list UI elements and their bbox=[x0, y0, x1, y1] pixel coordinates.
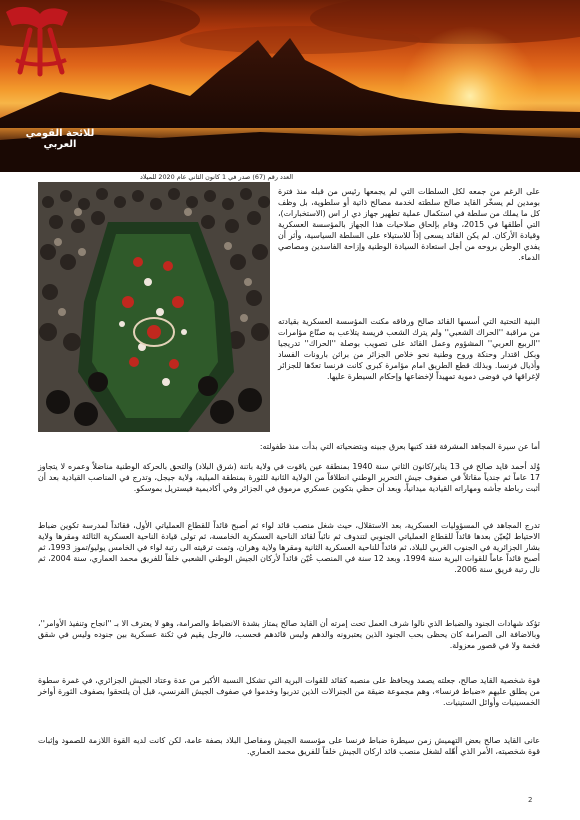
page-number: 2 bbox=[528, 796, 533, 804]
paragraph-7: قوة شخصية القايد صالح، جعلته يصمد ويحافظ على منصبه كقائد للقوات البرية التي تشكل النسبة الأكبر من عدة وعتاد الجيش الجزائري، في غمرة سطوة من يطلق عليهم «ضباط فرنسا»، وهم مجموعة ضيقة من الجنرالات الذين تدربوا وخدموا في صفوف الجيش الفرنسي، قبل أن يلتحقوا بصفوف الثورة أواخر الخمسينيات وأوائل الستينيات. bbox=[38, 676, 540, 707]
funeral-crowd-image bbox=[38, 182, 270, 432]
paragraph-5: تدرج المجاهد في المسؤوليات العسكرية، بعد الاستقلال، حيث شغل منصب قائد لواء ثم أصبح قائداً للقطاع العملياتي الأول، فقائداً لمدرسة تكوين ضباط الاحتياط ليُعيّن بعدها قائداً للقطاع العملياتي الجنوبي لتندوف ثم نائباً لقائد الناحية العسكرية الخامسة، ثم تولى قيادة الناحية العسكرية الثالثة ومقرها ولاية بشار الجزائرية في الجنوب الغربي للبلاد، ثم قائداً للناحية العسكرية الثانية ومقرها ولاية وهران، وتمت ترقيته الى رتبة لواء في الخامس يوليو/تموز 1993، ثم أصبح قائداً عاماً للقوات البرية سنة 1994، وبعد 12 سنة في المنصب عُيّن قائداً لأركان الجيش الوطني الشعبي خلفاً للفريق محمد العماري، سنة 2004، ثم نال رتبة فريق سنة 2006. bbox=[38, 521, 540, 574]
paragraph-3: أما عن سيرة المجاهد المشرفة فقد كتبها بعرق جبينه وبتضحياته التي بدأت منذ طفولته: bbox=[259, 442, 540, 451]
organization-logo bbox=[0, 0, 82, 90]
paragraph-6: تؤكد شهادات الجنود والضباط الذي نالوا شرف العمل تحت إمرته أن القايد صالح يمتاز بشدة الانضباط والصرامة، وهو لا يعترف الا بـ ''انجاح وتنفيذ الأوامر''، وبالاضافة الى الصرامة كان يحظى بحب الجنود الذين يعتبرونه والدهم وليس قائدهم فحسب، فالرجل يقيم في ثكنة عسكرية بين جنوده وليس في شقق فخمة ولا في قصور معزولة. bbox=[38, 619, 540, 650]
paragraph-4: وُلد أحمد قايد صالح في 13 يناير/كانون الثاني سنة 1940 بمنطقة عين ياقوت في ولاية باتنة (شرق البلاد) والتحق بالحركة الوطنية مناضلاً وعمره لا يتجاوز 17 عاماً ثم جندياً مقاتلاً في صفوف جيش التحرير الوطني انطلاقاً من الولاية الثانية للثورة بمنطقة الميلية، ولاية جيجل، وتدرج في المناصب القيادية بعد أن أثبت رباطة جأشه ومهاراته القيادية ميدانياً، وبعد أن حظي بتكوين عسكري مرموق في الجزائر وفي أكاديمية فيستريل بموسكو. bbox=[38, 462, 541, 493]
paragraph-2: البنية التحتية التي أسسها القائد صالح ورفاقه مكنت المؤسسة العسكرية بقيادته من مراقبة ''الحراك الشعبي'' ولم يترك الشعب فريسة يتلاعب به صنّاع مؤامرات ''الربيع العربي'' المشؤوم وعمل القائد على تصويب بوصلة ''الحراك'' تدريجيا وبكل اقتدار وحنكة وروح وطنية نحو خلاص الجزائر من براثن بارونات الفساد وأذيال فرنسا. وبذلك قطع الطريق امام مؤامرة كبرى كانت فرنسا تعدّها للجزائر لإغراقها في فوضى دموية تمهيداً لإخضاعها وإحكام السيطرة عليها. bbox=[278, 317, 540, 381]
paragraph-8: عانى القايد صالح بعض التهميش زمن سيطرة ضباط فرنسا على مؤسسة الجيش ومفاصل البلاد بصفة عامة، لكن كانت لديه القوة اللازمة للصمود وإثبات قوة شخصيته، الأمر الذي أهّله لشغل منصب قائد اركان الجيش خلفاً للفريق محمد العماري. bbox=[38, 736, 540, 756]
paragraph-1: على الرغم من جمعه لكل السلطات التي لم يجمعها رئيس من قبله منذ فترة بومدين لم يسخّر القايد صالح سلطته لخدمة مصالح ذاتية أو سلطوية، بل وظف كل ما يملك من سلطة في استكمال عملية تطهير جهاز دي ار اس (الاستخبارات)، التي أطلقها في 2015، وقام بإلحاق صلاحيات هذا الجهاز بالمؤسسة العسكرية وقيادة الأركان. لم يكن القائد يسعى إذاً للاستيلاء على السلطة السياسية، وأثر أن يفدي الوطن بروحه من أجل استعادة السيادة الوطنية وإزاحة الفاسدين ومصاصي الدماء. bbox=[278, 187, 541, 262]
crowd-photo bbox=[38, 182, 270, 432]
issue-info: العدد رقم (67) صدر في 1 كانون الثاني عام 2020 للميلاد bbox=[140, 173, 293, 181]
header-banner bbox=[0, 0, 580, 172]
logo-caption: للائحة القومي العربي bbox=[25, 128, 95, 150]
